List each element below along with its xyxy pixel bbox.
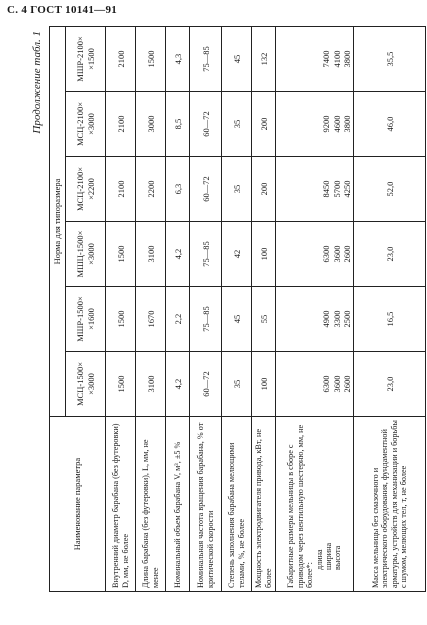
parameter-value [276,352,354,417]
model-name-line: МШР-1500× [75,296,86,342]
parameter-value: 2100 [106,157,136,222]
table-row [276,26,354,591]
header-model [66,352,106,417]
value-line: 6300 [321,375,332,393]
parameter-value: 1670 [136,287,166,352]
value-line: 4100 [331,50,342,68]
parameter-value: 60—72 [190,352,222,417]
parameter-name [106,417,136,592]
table-row [136,26,166,591]
parameter-value: 45 [222,26,252,91]
model-name-line: МШЦ-1500× [75,230,86,278]
value-line: 4600 [331,115,342,133]
parameter-value: 4,2 [166,352,190,417]
parameter-value [276,92,354,157]
model-name-line: ×3000 [85,243,96,265]
parameter-value: 16,5 [354,287,426,352]
parameter-name-line: Номинальный объем барабана V, м³, ±5 % [172,441,182,588]
value-line: 3800 [341,50,352,68]
parameter-value: 75—85 [190,222,222,287]
parameter-value: 132 [252,26,276,91]
parameter-value: 1500 [136,26,166,91]
parameter-name-line: длина [314,549,324,570]
parameter-name-line: Мощность электродвигателя привода, кВт, не более [254,429,273,588]
model-name-line: ×1500 [85,48,96,70]
parameter-value: 2200 [136,157,166,222]
parameter-name [136,417,166,592]
table-row [222,26,252,591]
value-line: 8450 [321,180,332,198]
parameter-value: 1500 [106,352,136,417]
parameter-name-line: Номинальная частота вращения барабана, % от критической скорости [196,422,215,588]
value-line: 4900 [321,310,332,328]
parameter-value: 45 [222,287,252,352]
parameter-value: 52,0 [354,157,426,222]
parameter-name-line: Степень заполнения барабана мелющими телами, %, не более [227,442,246,588]
parameter-value: 4,2 [166,222,190,287]
parameter-value: 3100 [136,222,166,287]
parameter-name [354,417,426,592]
header-model [66,26,106,91]
parameter-value: 75—85 [190,26,222,91]
table-continuation-label: Продолжение табл. 1 [31,31,43,134]
parameter-value: 42 [222,222,252,287]
parameter-value [276,287,354,352]
parameter-value: 2100 [106,92,136,157]
model-name-line: МСЦ-2100× [75,167,86,211]
value-line: 4250 [341,180,352,198]
value-line: 2600 [341,245,352,263]
header-model [66,157,106,222]
parameter-value: 55 [252,287,276,352]
parameter-value: 23,0 [354,352,426,417]
parameter-value: 35,5 [354,26,426,91]
parameter-name [252,417,276,592]
header-model [66,287,106,352]
parameter-value [276,222,354,287]
parameter-name [222,417,252,592]
value-line: 2500 [341,310,352,328]
parameter-value: 6,3 [166,157,190,222]
parameter-value [276,157,354,222]
parameter-value: 75—85 [190,287,222,352]
model-name-line: МСЦ-2100× [75,102,86,146]
parameter-value: 4,3 [166,26,190,91]
model-name-line: МШР-2100× [75,36,86,82]
value-line: 3300 [331,310,342,328]
parameter-value: 1500 [106,222,136,287]
parameter-name [166,417,190,592]
parameter-value: 2,2 [166,287,190,352]
value-line: 3800 [341,115,352,133]
table-row [106,26,136,591]
parameter-value: 23,0 [354,222,426,287]
parameter-name-line: Габаритные размеры мельницы в сборе с приводом через вентильную шестерню, мм, не более*: [286,424,315,588]
table-row [252,26,276,591]
parameter-value: 100 [252,222,276,287]
parameter-value: 35 [222,92,252,157]
page-header: С. 4 ГОСТ 10141—91 [7,4,118,16]
parameter-name-line: Масса мельницы без смазочного и электрического оборудования, фундаментной арматуры, устройств для механизации и борьбы с шумом, мелющих тел, т, не более [370,420,408,588]
value-line: 2600 [341,375,352,393]
parameter-value: 3000 [136,92,166,157]
table-row [354,26,426,591]
table-row [190,26,222,591]
model-name-line: ×1600 [85,308,96,330]
parameter-value: 35 [222,352,252,417]
value-line: 9200 [321,115,332,133]
parameter-value [276,26,354,91]
value-line: 3600 [331,375,342,393]
parameter-name-line: Внутренний диаметр барабана (без футеровки) D, мм, не более [111,423,130,588]
parameter-value: 1500 [106,287,136,352]
parameter-name-line: высота [333,545,343,570]
model-name-line: МСЦ-1500× [75,362,86,406]
parameter-name-line: ширина [323,542,333,570]
parameters-table [49,26,426,592]
parameter-value: 200 [252,92,276,157]
rotated-table-block [31,27,408,592]
header-param: Наименование параметра [50,417,106,592]
model-name-line: ×3000 [85,373,96,395]
parameter-name [276,417,354,592]
parameter-name [190,417,222,592]
parameter-value: 35 [222,157,252,222]
parameter-value: 2100 [106,26,136,91]
parameter-value: 60—72 [190,157,222,222]
parameter-value: 60—72 [190,92,222,157]
parameter-value: 200 [252,157,276,222]
model-name-line: ×2200 [85,178,96,200]
model-name-line: ×3000 [85,113,96,135]
value-line: 5700 [331,180,342,198]
value-line: 7400 [321,50,332,68]
table-row [166,26,190,591]
parameter-value: 100 [252,352,276,417]
value-line: 3600 [331,245,342,263]
value-line: 6300 [321,245,332,263]
header-model [66,222,106,287]
header-model [66,92,106,157]
parameter-name-line: Длина барабана (без футеровки), L, мм, не менее [141,439,160,588]
parameter-value: 46,0 [354,92,426,157]
header-group: Норма для типоразмера [50,26,66,416]
parameter-value: 3100 [136,352,166,417]
parameter-value: 8,5 [166,92,190,157]
